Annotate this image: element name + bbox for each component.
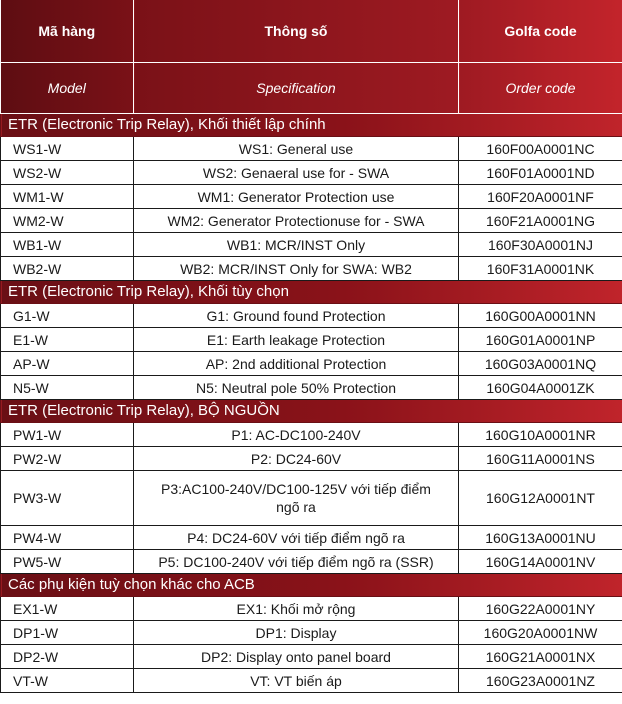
- section-title: ETR (Electronic Trip Relay), Khối thiết lập chính: [1, 114, 622, 137]
- order-code-cell: 160F30A0001NJ: [459, 233, 622, 257]
- model-cell: PW5-W: [1, 550, 134, 574]
- order-code-cell: 160G11A0001NS: [459, 447, 622, 471]
- model-cell: VT-W: [1, 669, 134, 693]
- model-cell: N5-W: [1, 376, 134, 400]
- order-code-cell: 160G14A0001NV: [459, 550, 622, 574]
- section-row-main-setting: [1, 114, 622, 137]
- model-cell: EX1-W: [1, 597, 134, 621]
- spec-cell: VT: VT biến áp: [134, 669, 459, 693]
- table-body: [1, 114, 622, 693]
- table-row: [1, 423, 622, 447]
- spec-cell: WB1: MCR/INST Only: [134, 233, 459, 257]
- spec-cell: P1: AC-DC100-240V: [134, 423, 459, 447]
- order-code-cell: 160G10A0001NR: [459, 423, 622, 447]
- spec-cell: EX1: Khối mở rộng: [134, 597, 459, 621]
- header-model-vi: Mã hàng: [1, 0, 134, 63]
- table-row: [1, 209, 622, 233]
- order-code-cell: 160G03A0001NQ: [459, 352, 622, 376]
- header-model-en: Model: [1, 63, 134, 114]
- model-cell: DP2-W: [1, 645, 134, 669]
- model-cell: PW1-W: [1, 423, 134, 447]
- model-cell: PW3-W: [1, 471, 134, 526]
- order-code-cell: 160F00A0001NC: [459, 137, 622, 161]
- order-code-cell: 160G01A0001NP: [459, 328, 622, 352]
- order-code-cell: 160G23A0001NZ: [459, 669, 622, 693]
- table-row: [1, 376, 622, 400]
- order-code-cell: 160F31A0001NK: [459, 257, 622, 281]
- model-cell: PW2-W: [1, 447, 134, 471]
- order-code-cell: 160F01A0001ND: [459, 161, 622, 185]
- header-spec-vi: Thông số: [134, 0, 459, 63]
- table-header: [1, 0, 622, 114]
- model-cell: AP-W: [1, 352, 134, 376]
- section-title: ETR (Electronic Trip Relay), Khối tùy chọn: [1, 281, 622, 304]
- table-row: [1, 471, 622, 526]
- header-code-en: Order code: [459, 63, 622, 114]
- table-row: [1, 233, 622, 257]
- model-cell: DP1-W: [1, 621, 134, 645]
- spec-cell: G1: Ground found Protection: [134, 304, 459, 328]
- model-cell: G1-W: [1, 304, 134, 328]
- table-row: [1, 257, 622, 281]
- table-row: [1, 669, 622, 693]
- spec-cell: WS2: Genaeral use for - SWA: [134, 161, 459, 185]
- table-row: [1, 550, 622, 574]
- section-title: Các phụ kiện tuỳ chọn khác cho ACB: [1, 574, 622, 597]
- order-code-cell: 160G12A0001NT: [459, 471, 622, 526]
- table-row: [1, 645, 622, 669]
- model-cell: WM1-W: [1, 185, 134, 209]
- order-code-cell: 160F20A0001NF: [459, 185, 622, 209]
- table-row: [1, 597, 622, 621]
- header-row-english: [1, 63, 622, 114]
- spec-cell: P5: DC100-240V với tiếp điểm ngõ ra (SSR): [134, 550, 459, 574]
- spec-cell: WB2: MCR/INST Only for SWA: WB2: [134, 257, 459, 281]
- model-cell: PW4-W: [1, 526, 134, 550]
- spec-cell: AP: 2nd additional Protection: [134, 352, 459, 376]
- section-title: ETR (Electronic Trip Relay), BỘ NGUỒN: [1, 400, 622, 423]
- table-row: [1, 161, 622, 185]
- order-code-cell: 160F21A0001NG: [459, 209, 622, 233]
- header-spec-en: Specification: [134, 63, 459, 114]
- table-row: [1, 526, 622, 550]
- model-cell: WB1-W: [1, 233, 134, 257]
- table-row: [1, 137, 622, 161]
- order-code-cell: 160G21A0001NX: [459, 645, 622, 669]
- section-row-power-supply: [1, 400, 622, 423]
- order-code-cell: 160G04A0001ZK: [459, 376, 622, 400]
- table-row: [1, 447, 622, 471]
- table-row: [1, 328, 622, 352]
- spec-cell: WS1: General use: [134, 137, 459, 161]
- spec-cell: WM2: Generator Protectionuse for - SWA: [134, 209, 459, 233]
- model-cell: WS2-W: [1, 161, 134, 185]
- header-row-vietnamese: [1, 0, 622, 63]
- header-code-vi: Golfa code: [459, 0, 622, 63]
- spec-cell: E1: Earth leakage Protection: [134, 328, 459, 352]
- model-cell: WM2-W: [1, 209, 134, 233]
- spec-cell: WM1: Generator Protection use: [134, 185, 459, 209]
- order-code-cell: 160G20A0001NW: [459, 621, 622, 645]
- model-cell: WS1-W: [1, 137, 134, 161]
- table-row: [1, 352, 622, 376]
- model-cell: WB2-W: [1, 257, 134, 281]
- spec-cell: P2: DC24-60V: [134, 447, 459, 471]
- spec-cell: DP1: Display: [134, 621, 459, 645]
- table-row: [1, 185, 622, 209]
- section-row-optional: [1, 281, 622, 304]
- spec-cell: P4: DC24-60V với tiếp điểm ngõ ra: [134, 526, 459, 550]
- section-row-accessories: [1, 574, 622, 597]
- order-code-cell: 160G00A0001NN: [459, 304, 622, 328]
- spec-cell: DP2: Display onto panel board: [134, 645, 459, 669]
- table-row: [1, 621, 622, 645]
- order-code-cell: 160G13A0001NU: [459, 526, 622, 550]
- spec-cell: P3:AC100-240V/DC100-125V với tiếp điểm ngõ ra: [134, 471, 459, 526]
- spec-cell: N5: Neutral pole 50% Protection: [134, 376, 459, 400]
- table-row: [1, 304, 622, 328]
- order-code-cell: 160G22A0001NY: [459, 597, 622, 621]
- model-cell: E1-W: [1, 328, 134, 352]
